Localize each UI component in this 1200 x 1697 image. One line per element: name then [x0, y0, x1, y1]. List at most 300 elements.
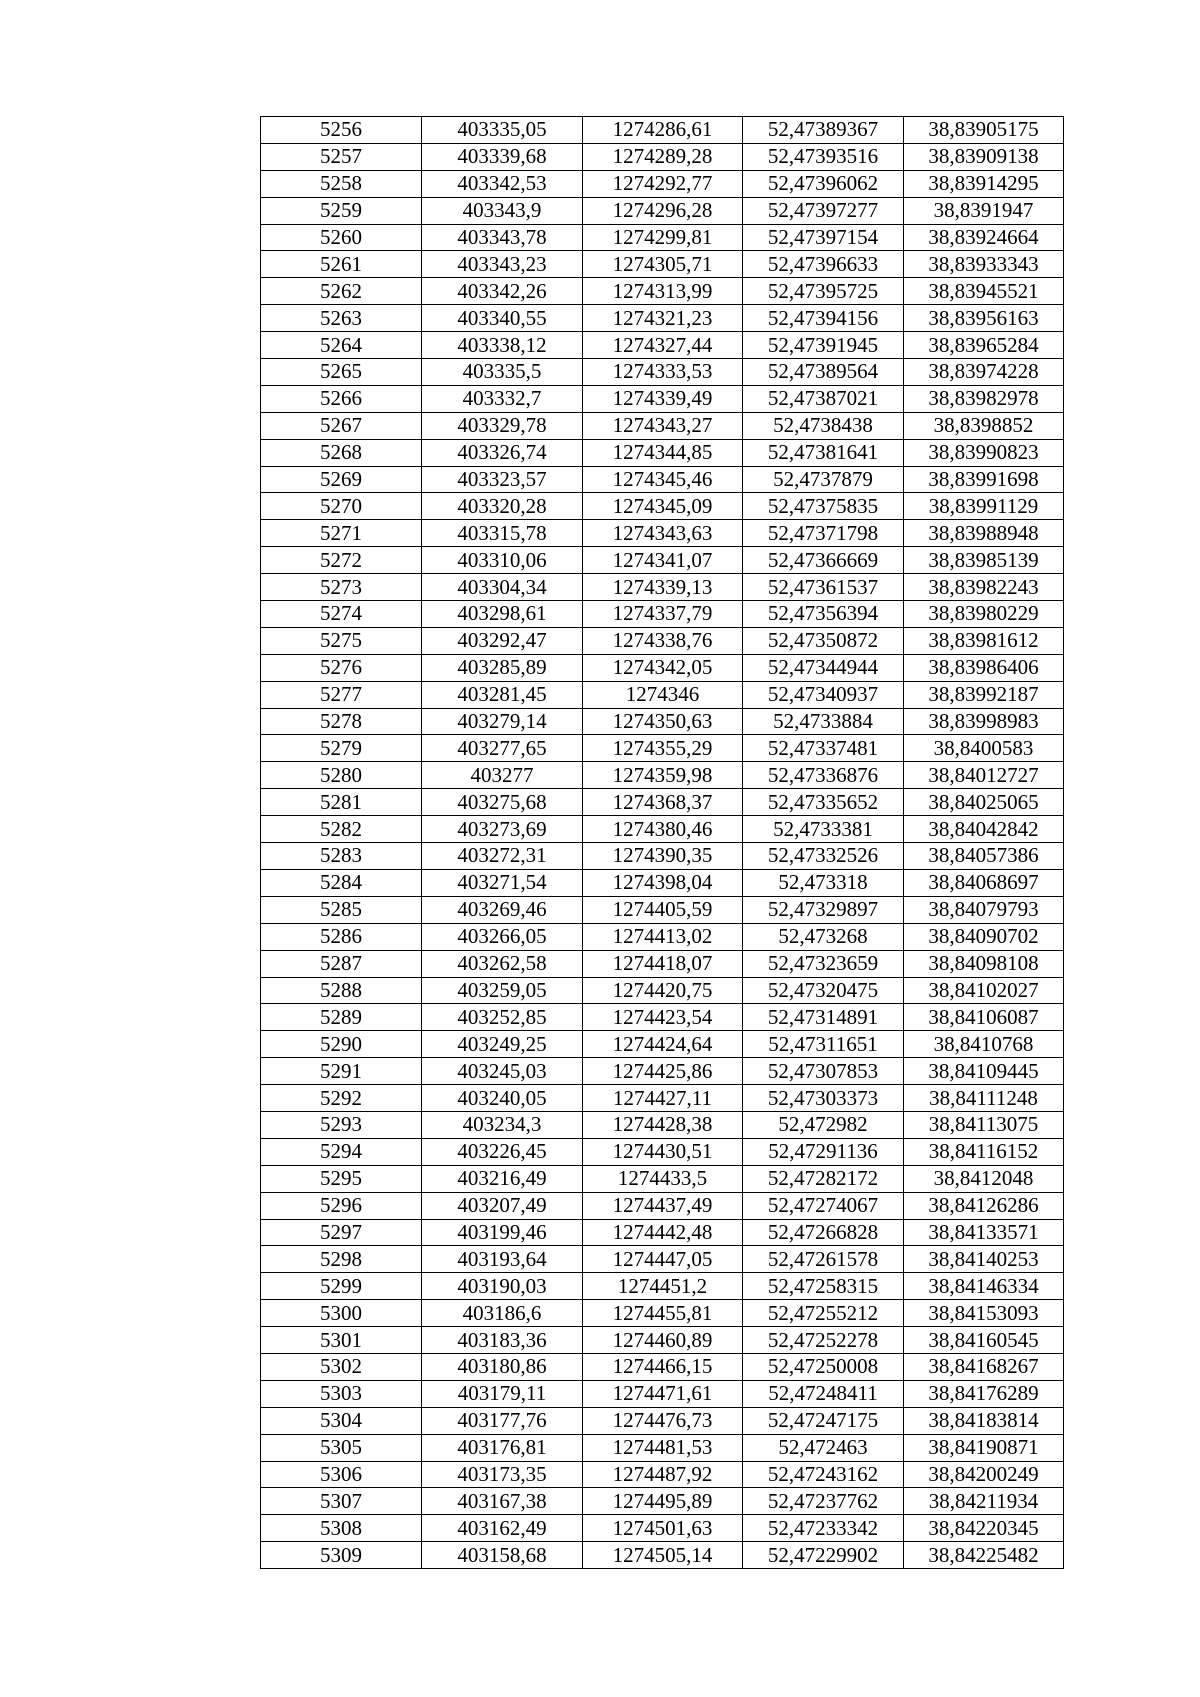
cell-point-number: 5308	[261, 1515, 422, 1542]
table-row	[261, 332, 1064, 359]
cell-longitude: 38,84126286	[904, 1192, 1064, 1219]
cell-coord-y: 1274296,28	[583, 197, 743, 224]
cell-point-number: 5286	[261, 923, 422, 950]
cell-longitude: 38,84153093	[904, 1300, 1064, 1327]
table-row	[261, 412, 1064, 439]
cell-longitude: 38,84025065	[904, 789, 1064, 816]
cell-latitude: 52,47291136	[743, 1138, 904, 1165]
cell-latitude: 52,47311651	[743, 1031, 904, 1058]
table-row	[261, 681, 1064, 708]
cell-latitude: 52,47307853	[743, 1058, 904, 1085]
cell-point-number: 5284	[261, 869, 422, 896]
table-row	[261, 735, 1064, 762]
cell-latitude: 52,47397154	[743, 224, 904, 251]
cell-latitude: 52,473318	[743, 869, 904, 896]
cell-point-number: 5276	[261, 654, 422, 681]
cell-latitude: 52,4738438	[743, 412, 904, 439]
table-row	[261, 305, 1064, 332]
cell-coord-y: 1274487,92	[583, 1461, 743, 1488]
cell-coord-x: 403277,65	[422, 735, 583, 762]
cell-latitude: 52,47389367	[743, 117, 904, 144]
cell-coord-y: 1274451,2	[583, 1273, 743, 1300]
cell-coord-x: 403252,85	[422, 1004, 583, 1031]
cell-point-number: 5301	[261, 1327, 422, 1354]
cell-longitude: 38,83914295	[904, 170, 1064, 197]
table-row	[261, 1542, 1064, 1569]
cell-coord-x: 403320,28	[422, 493, 583, 520]
table-row	[261, 224, 1064, 251]
table-row	[261, 520, 1064, 547]
cell-latitude: 52,47323659	[743, 950, 904, 977]
cell-latitude: 52,47387021	[743, 385, 904, 412]
cell-coord-y: 1274425,86	[583, 1058, 743, 1085]
cell-coord-x: 403298,61	[422, 601, 583, 628]
cell-coord-y: 1274423,54	[583, 1004, 743, 1031]
cell-latitude: 52,47258315	[743, 1273, 904, 1300]
cell-latitude: 52,47252278	[743, 1327, 904, 1354]
cell-coord-x: 403158,68	[422, 1542, 583, 1569]
cell-coord-x: 403275,68	[422, 789, 583, 816]
cell-longitude: 38,84113075	[904, 1111, 1064, 1138]
cell-coord-x: 403245,03	[422, 1058, 583, 1085]
cell-coord-y: 1274355,29	[583, 735, 743, 762]
cell-coord-y: 1274460,89	[583, 1327, 743, 1354]
cell-coord-y: 1274455,81	[583, 1300, 743, 1327]
cell-coord-y: 1274466,15	[583, 1353, 743, 1380]
table-row	[261, 1165, 1064, 1192]
cell-latitude: 52,47393516	[743, 143, 904, 170]
cell-coord-y: 1274345,09	[583, 493, 743, 520]
table-row	[261, 1004, 1064, 1031]
table-row	[261, 762, 1064, 789]
cell-coord-x: 403338,12	[422, 332, 583, 359]
cell-latitude: 52,47396062	[743, 170, 904, 197]
cell-coord-x: 403326,74	[422, 439, 583, 466]
cell-coord-y: 1274339,13	[583, 574, 743, 601]
cell-longitude: 38,84225482	[904, 1542, 1064, 1569]
cell-latitude: 52,47255212	[743, 1300, 904, 1327]
cell-longitude: 38,83980229	[904, 601, 1064, 628]
table-row	[261, 1219, 1064, 1246]
table-row	[261, 574, 1064, 601]
coordinates-table	[260, 116, 1064, 1569]
cell-longitude: 38,84106087	[904, 1004, 1064, 1031]
cell-longitude: 38,84146334	[904, 1273, 1064, 1300]
cell-latitude: 52,473268	[743, 923, 904, 950]
cell-latitude: 52,47282172	[743, 1165, 904, 1192]
cell-latitude: 52,472982	[743, 1111, 904, 1138]
cell-longitude: 38,8391947	[904, 197, 1064, 224]
cell-latitude: 52,47396633	[743, 251, 904, 278]
cell-coord-y: 1274305,71	[583, 251, 743, 278]
cell-latitude: 52,47320475	[743, 977, 904, 1004]
cell-coord-y: 1274327,44	[583, 332, 743, 359]
table-row	[261, 1380, 1064, 1407]
table-row	[261, 1058, 1064, 1085]
cell-coord-y: 1274405,59	[583, 896, 743, 923]
cell-coord-x: 403279,14	[422, 708, 583, 735]
cell-coord-x: 403343,78	[422, 224, 583, 251]
table-row	[261, 654, 1064, 681]
cell-longitude: 38,83982243	[904, 574, 1064, 601]
cell-coord-y: 1274350,63	[583, 708, 743, 735]
cell-point-number: 5298	[261, 1246, 422, 1273]
cell-coord-y: 1274505,14	[583, 1542, 743, 1569]
cell-coord-y: 1274430,51	[583, 1138, 743, 1165]
table-row	[261, 1138, 1064, 1165]
table-row	[261, 170, 1064, 197]
cell-point-number: 5263	[261, 305, 422, 332]
cell-longitude: 38,83998983	[904, 708, 1064, 735]
cell-coord-y: 1274427,11	[583, 1085, 743, 1112]
cell-point-number: 5273	[261, 574, 422, 601]
cell-coord-y: 1274338,76	[583, 627, 743, 654]
cell-latitude: 52,47395725	[743, 278, 904, 305]
table-row	[261, 385, 1064, 412]
table-row	[261, 708, 1064, 735]
cell-longitude: 38,84012727	[904, 762, 1064, 789]
table-row	[261, 1488, 1064, 1515]
cell-latitude: 52,47335652	[743, 789, 904, 816]
cell-longitude: 38,84068697	[904, 869, 1064, 896]
cell-longitude: 38,84183814	[904, 1407, 1064, 1434]
table-row	[261, 1353, 1064, 1380]
cell-coord-x: 403259,05	[422, 977, 583, 1004]
cell-point-number: 5270	[261, 493, 422, 520]
cell-coord-x: 403262,58	[422, 950, 583, 977]
cell-coord-x: 403269,46	[422, 896, 583, 923]
cell-latitude: 52,4733884	[743, 708, 904, 735]
cell-coord-x: 403240,05	[422, 1085, 583, 1112]
cell-latitude: 52,47350872	[743, 627, 904, 654]
cell-latitude: 52,47332526	[743, 843, 904, 870]
cell-coord-y: 1274286,61	[583, 117, 743, 144]
cell-point-number: 5285	[261, 896, 422, 923]
cell-longitude: 38,84168267	[904, 1353, 1064, 1380]
cell-latitude: 52,4733381	[743, 816, 904, 843]
cell-longitude: 38,83981612	[904, 627, 1064, 654]
table-row	[261, 1111, 1064, 1138]
cell-point-number: 5271	[261, 520, 422, 547]
table-row	[261, 251, 1064, 278]
cell-longitude: 38,84116152	[904, 1138, 1064, 1165]
cell-coord-y: 1274359,98	[583, 762, 743, 789]
cell-coord-x: 403216,49	[422, 1165, 583, 1192]
cell-coord-x: 403173,35	[422, 1461, 583, 1488]
cell-point-number: 5280	[261, 762, 422, 789]
cell-longitude: 38,83991698	[904, 466, 1064, 493]
cell-latitude: 52,47329897	[743, 896, 904, 923]
cell-point-number: 5304	[261, 1407, 422, 1434]
table-row	[261, 896, 1064, 923]
cell-longitude: 38,84090702	[904, 923, 1064, 950]
cell-coord-x: 403323,57	[422, 466, 583, 493]
cell-coord-x: 403190,03	[422, 1273, 583, 1300]
cell-latitude: 52,47397277	[743, 197, 904, 224]
cell-coord-y: 1274292,77	[583, 170, 743, 197]
cell-longitude: 38,8410768	[904, 1031, 1064, 1058]
cell-point-number: 5256	[261, 117, 422, 144]
cell-coord-x: 403176,81	[422, 1434, 583, 1461]
cell-coord-x: 403342,53	[422, 170, 583, 197]
cell-coord-x: 403342,26	[422, 278, 583, 305]
coordinates-table-body	[261, 117, 1064, 1569]
cell-point-number: 5295	[261, 1165, 422, 1192]
cell-coord-x: 403249,25	[422, 1031, 583, 1058]
cell-latitude: 52,47371798	[743, 520, 904, 547]
cell-latitude: 52,47250008	[743, 1353, 904, 1380]
cell-coord-y: 1274343,63	[583, 520, 743, 547]
cell-coord-x: 403285,89	[422, 654, 583, 681]
table-row	[261, 143, 1064, 170]
cell-longitude: 38,84190871	[904, 1434, 1064, 1461]
cell-longitude: 38,8398852	[904, 412, 1064, 439]
table-row	[261, 466, 1064, 493]
table-row	[261, 1327, 1064, 1354]
table-row	[261, 493, 1064, 520]
cell-point-number: 5302	[261, 1353, 422, 1380]
cell-point-number: 5287	[261, 950, 422, 977]
cell-point-number: 5292	[261, 1085, 422, 1112]
table-row	[261, 601, 1064, 628]
cell-coord-x: 403343,9	[422, 197, 583, 224]
cell-coord-x: 403332,7	[422, 385, 583, 412]
cell-coord-x: 403329,78	[422, 412, 583, 439]
cell-longitude: 38,83992187	[904, 681, 1064, 708]
cell-longitude: 38,84133571	[904, 1219, 1064, 1246]
cell-coord-x: 403207,49	[422, 1192, 583, 1219]
cell-longitude: 38,84102027	[904, 977, 1064, 1004]
cell-coord-y: 1274495,89	[583, 1488, 743, 1515]
cell-latitude: 52,47237762	[743, 1488, 904, 1515]
cell-coord-y: 1274413,02	[583, 923, 743, 950]
cell-longitude: 38,84220345	[904, 1515, 1064, 1542]
cell-coord-y: 1274339,49	[583, 385, 743, 412]
cell-latitude: 52,47361537	[743, 574, 904, 601]
cell-coord-x: 403183,36	[422, 1327, 583, 1354]
cell-longitude: 38,83991129	[904, 493, 1064, 520]
table-row	[261, 1246, 1064, 1273]
cell-point-number: 5268	[261, 439, 422, 466]
cell-coord-x: 403343,23	[422, 251, 583, 278]
cell-point-number: 5296	[261, 1192, 422, 1219]
cell-latitude: 52,47381641	[743, 439, 904, 466]
cell-point-number: 5274	[261, 601, 422, 628]
cell-longitude: 38,83974228	[904, 359, 1064, 386]
table-row	[261, 117, 1064, 144]
cell-latitude: 52,47336876	[743, 762, 904, 789]
cell-coord-y: 1274343,27	[583, 412, 743, 439]
cell-coord-y: 1274346	[583, 681, 743, 708]
cell-point-number: 5269	[261, 466, 422, 493]
cell-longitude: 38,83945521	[904, 278, 1064, 305]
cell-coord-x: 403310,06	[422, 547, 583, 574]
cell-coord-y: 1274390,35	[583, 843, 743, 870]
cell-latitude: 52,47233342	[743, 1515, 904, 1542]
table-row	[261, 977, 1064, 1004]
cell-latitude: 52,47248411	[743, 1380, 904, 1407]
cell-latitude: 52,4737879	[743, 466, 904, 493]
cell-latitude: 52,47266828	[743, 1219, 904, 1246]
cell-coord-y: 1274344,85	[583, 439, 743, 466]
cell-coord-y: 1274418,07	[583, 950, 743, 977]
cell-coord-y: 1274442,48	[583, 1219, 743, 1246]
cell-latitude: 52,47247175	[743, 1407, 904, 1434]
cell-coord-x: 403292,47	[422, 627, 583, 654]
cell-latitude: 52,47303373	[743, 1085, 904, 1112]
cell-coord-y: 1274398,04	[583, 869, 743, 896]
cell-coord-x: 403271,54	[422, 869, 583, 896]
cell-longitude: 38,84057386	[904, 843, 1064, 870]
cell-coord-x: 403277	[422, 762, 583, 789]
cell-latitude: 52,47394156	[743, 305, 904, 332]
cell-coord-y: 1274337,79	[583, 601, 743, 628]
cell-coord-x: 403177,76	[422, 1407, 583, 1434]
cell-point-number: 5282	[261, 816, 422, 843]
cell-point-number: 5297	[261, 1219, 422, 1246]
cell-point-number: 5277	[261, 681, 422, 708]
cell-longitude: 38,83990823	[904, 439, 1064, 466]
cell-coord-y: 1274501,63	[583, 1515, 743, 1542]
cell-coord-y: 1274380,46	[583, 816, 743, 843]
cell-longitude: 38,83933343	[904, 251, 1064, 278]
cell-point-number: 5265	[261, 359, 422, 386]
table-row	[261, 439, 1064, 466]
cell-point-number: 5279	[261, 735, 422, 762]
table-row	[261, 816, 1064, 843]
table-row	[261, 1515, 1064, 1542]
cell-point-number: 5258	[261, 170, 422, 197]
table-row	[261, 1434, 1064, 1461]
cell-point-number: 5259	[261, 197, 422, 224]
cell-latitude: 52,47229902	[743, 1542, 904, 1569]
cell-coord-x: 403179,11	[422, 1380, 583, 1407]
cell-coord-x: 403180,86	[422, 1353, 583, 1380]
cell-longitude: 38,84200249	[904, 1461, 1064, 1488]
cell-point-number: 5300	[261, 1300, 422, 1327]
table-row	[261, 789, 1064, 816]
cell-point-number: 5289	[261, 1004, 422, 1031]
cell-latitude: 52,47261578	[743, 1246, 904, 1273]
cell-longitude: 38,84211934	[904, 1488, 1064, 1515]
cell-latitude: 52,47344944	[743, 654, 904, 681]
cell-point-number: 5288	[261, 977, 422, 1004]
cell-point-number: 5299	[261, 1273, 422, 1300]
cell-latitude: 52,47314891	[743, 1004, 904, 1031]
cell-coord-y: 1274476,73	[583, 1407, 743, 1434]
cell-longitude: 38,83956163	[904, 305, 1064, 332]
cell-coord-x: 403304,34	[422, 574, 583, 601]
table-row	[261, 1031, 1064, 1058]
cell-coord-y: 1274345,46	[583, 466, 743, 493]
cell-latitude: 52,47366669	[743, 547, 904, 574]
cell-point-number: 5307	[261, 1488, 422, 1515]
cell-longitude: 38,84176289	[904, 1380, 1064, 1407]
table-row	[261, 1192, 1064, 1219]
cell-point-number: 5267	[261, 412, 422, 439]
cell-latitude: 52,47243162	[743, 1461, 904, 1488]
cell-coord-y: 1274342,05	[583, 654, 743, 681]
cell-point-number: 5283	[261, 843, 422, 870]
cell-coord-x: 403335,5	[422, 359, 583, 386]
cell-longitude: 38,84098108	[904, 950, 1064, 977]
table-row	[261, 869, 1064, 896]
table-row	[261, 923, 1064, 950]
table-row	[261, 547, 1064, 574]
cell-coord-y: 1274481,53	[583, 1434, 743, 1461]
cell-coord-x: 403193,64	[422, 1246, 583, 1273]
cell-longitude: 38,84042842	[904, 816, 1064, 843]
cell-coord-y: 1274447,05	[583, 1246, 743, 1273]
table-row	[261, 197, 1064, 224]
cell-longitude: 38,84111248	[904, 1085, 1064, 1112]
cell-longitude: 38,83965284	[904, 332, 1064, 359]
cell-coord-y: 1274333,53	[583, 359, 743, 386]
table-row	[261, 1407, 1064, 1434]
cell-coord-y: 1274437,49	[583, 1192, 743, 1219]
cell-point-number: 5260	[261, 224, 422, 251]
cell-coord-y: 1274289,28	[583, 143, 743, 170]
cell-coord-x: 403340,55	[422, 305, 583, 332]
cell-longitude: 38,83986406	[904, 654, 1064, 681]
table-row	[261, 1085, 1064, 1112]
cell-longitude: 38,84160545	[904, 1327, 1064, 1354]
cell-coord-y: 1274433,5	[583, 1165, 743, 1192]
cell-coord-y: 1274428,38	[583, 1111, 743, 1138]
cell-latitude: 52,47356394	[743, 601, 904, 628]
table-row	[261, 627, 1064, 654]
cell-coord-y: 1274299,81	[583, 224, 743, 251]
cell-point-number: 5303	[261, 1380, 422, 1407]
cell-coord-y: 1274471,61	[583, 1380, 743, 1407]
cell-longitude: 38,83905175	[904, 117, 1064, 144]
cell-coord-x: 403167,38	[422, 1488, 583, 1515]
cell-coord-x: 403199,46	[422, 1219, 583, 1246]
table-row	[261, 1273, 1064, 1300]
cell-point-number: 5293	[261, 1111, 422, 1138]
cell-longitude: 38,8400583	[904, 735, 1064, 762]
cell-longitude: 38,84079793	[904, 896, 1064, 923]
cell-point-number: 5281	[261, 789, 422, 816]
table-row	[261, 278, 1064, 305]
cell-point-number: 5257	[261, 143, 422, 170]
table-row	[261, 1461, 1064, 1488]
cell-coord-x: 403234,3	[422, 1111, 583, 1138]
cell-point-number: 5305	[261, 1434, 422, 1461]
cell-point-number: 5290	[261, 1031, 422, 1058]
cell-point-number: 5262	[261, 278, 422, 305]
cell-coord-y: 1274424,64	[583, 1031, 743, 1058]
cell-latitude: 52,47340937	[743, 681, 904, 708]
cell-longitude: 38,83924664	[904, 224, 1064, 251]
cell-point-number: 5278	[261, 708, 422, 735]
cell-latitude: 52,47337481	[743, 735, 904, 762]
cell-coord-x: 403186,6	[422, 1300, 583, 1327]
cell-point-number: 5266	[261, 385, 422, 412]
cell-coord-y: 1274368,37	[583, 789, 743, 816]
table-row	[261, 359, 1064, 386]
table-row	[261, 843, 1064, 870]
cell-coord-y: 1274341,07	[583, 547, 743, 574]
cell-coord-x: 403281,45	[422, 681, 583, 708]
cell-longitude: 38,83909138	[904, 143, 1064, 170]
cell-point-number: 5275	[261, 627, 422, 654]
cell-longitude: 38,83985139	[904, 547, 1064, 574]
cell-coord-x: 403339,68	[422, 143, 583, 170]
table-row	[261, 1300, 1064, 1327]
cell-coord-x: 403273,69	[422, 816, 583, 843]
cell-longitude: 38,84109445	[904, 1058, 1064, 1085]
